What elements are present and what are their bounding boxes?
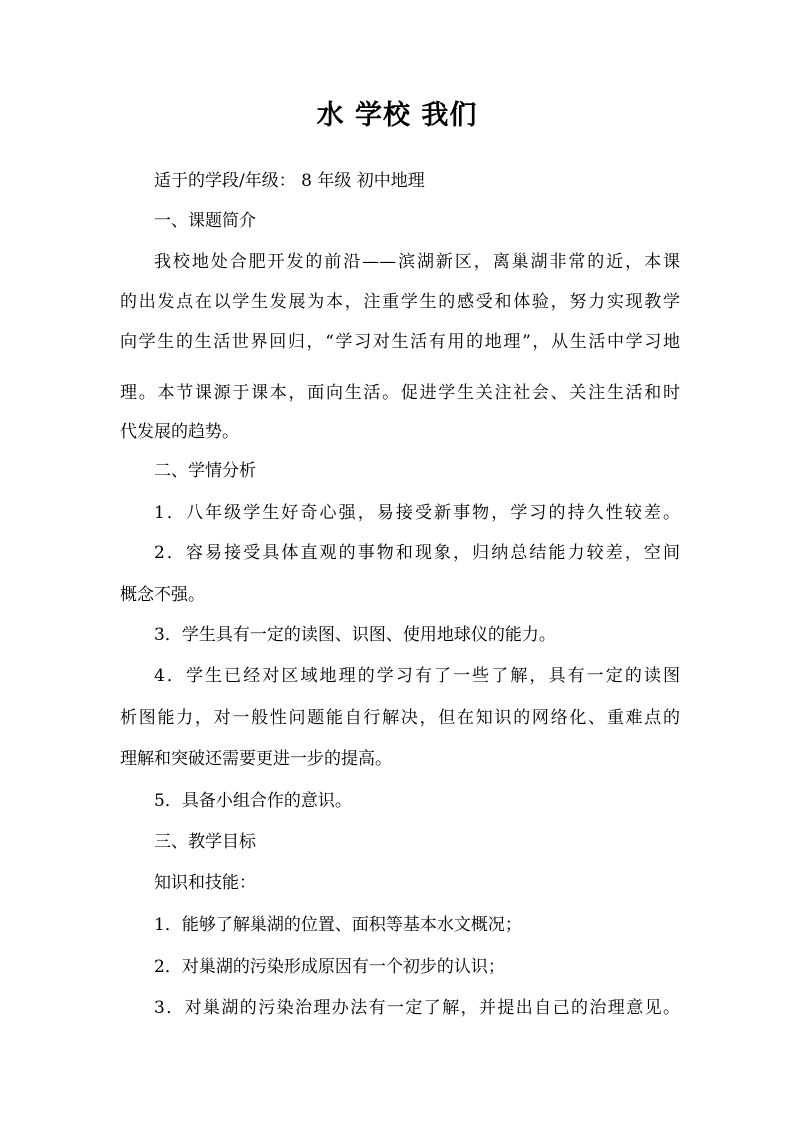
analysis-item-2-continued: 概念不强。 xyxy=(120,585,205,605)
section-heading-analysis: 二、学情分析 xyxy=(154,461,256,481)
goal-item-1: 1．能够了解巢湖的位置、面积等基本水文概况； xyxy=(154,915,522,935)
goal-item-2: 2．对巢湖的污染形成原因有一个初步的认识； xyxy=(154,957,505,977)
analysis-item-1: 1．八年级学生好奇心强，易接受新事物，学习的持久性较差。 xyxy=(154,503,680,523)
document-title: 水 学校 我们 xyxy=(316,100,478,131)
intro-paragraph-line: 代发展的趋势。 xyxy=(120,422,239,442)
intro-paragraph-line: 的出发点在以学生发展为本，注重学生的感受和体验，努力实现教学 xyxy=(120,292,680,312)
analysis-item-4-continued: 析图能力，对一般性问题能自行解决，但在知识的网络化、重难点的 xyxy=(120,708,680,728)
section-heading-intro: 一、课题简介 xyxy=(154,211,256,231)
knowledge-skills-label: 知识和技能： xyxy=(154,873,256,893)
analysis-item-5: 5．具备小组合作的意识。 xyxy=(154,791,352,811)
analysis-item-4-continued: 理解和突破还需要更进一步的提高。 xyxy=(120,749,392,769)
section-heading-goals: 三、教学目标 xyxy=(154,832,256,852)
analysis-item-3: 3．学生具有一定的读图、识图、使用地球仪的能力。 xyxy=(154,625,556,645)
intro-paragraph-line: 我校地处合肥开发的前沿——滨湖新区，离巢湖非常的近，本课 xyxy=(154,252,680,272)
analysis-item-2: 2．容易接受具体直观的事物和现象，归纳总结能力较差，空间 xyxy=(154,543,680,563)
analysis-item-4: 4．学生已经对区域地理的学习有了一些了解，具有一定的读图 xyxy=(154,666,680,686)
grade-line: 适于的学段/年级： 8 年级 初中地理 xyxy=(154,171,425,191)
intro-paragraph-line: 向学生的生活世界回归，“学习对生活有用的地理”，从生活中学习地 xyxy=(120,332,680,352)
goal-item-3: 3．对巢湖的污染治理办法有一定了解，并提出自己的治理意见。 xyxy=(154,998,680,1018)
intro-paragraph-line: 理。本节课源于课本，面向生活。促进学生关注社会、关注生活和时 xyxy=(120,383,680,403)
